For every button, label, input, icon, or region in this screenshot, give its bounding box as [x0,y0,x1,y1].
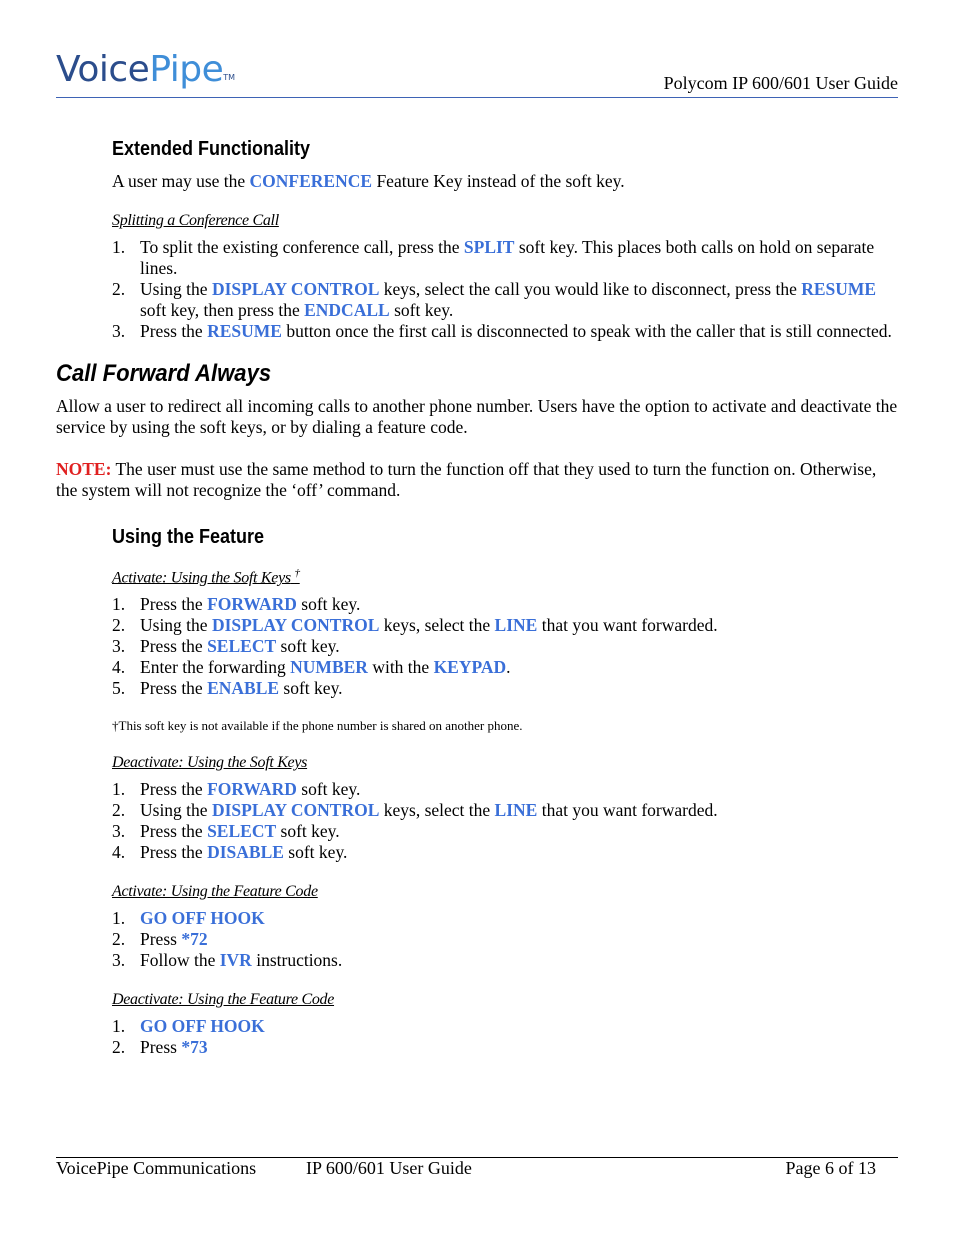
voicepipe-logo [56,48,235,92]
header-rule [56,97,898,98]
page-content [56,133,898,1058]
footer-page-number: Page 6 of 13 [785,1158,876,1178]
footer-company: VoicePipe Communications [56,1158,257,1178]
list-item: 2. Using the DISPLAY CONTROL keys, select the LINE that you want forwarded. [112,615,718,636]
cfa-note: NOTE: The user must use the same method to turn the function off that they used to turn the function on. Otherwise, the system will not recognize the ‘off’ command. [56,459,877,500]
list-item: 3. Press the SELECT soft key. [112,636,340,657]
footer-guide: IP 600/601 User Guide [306,1158,472,1178]
deactivate-soft-keys-steps [112,779,898,863]
extended-functionality-heading: Extended Functionality [112,138,311,160]
list-item: 2. Using the DISPLAY CONTROL keys, select the LINE that you want forwarded. [112,800,718,821]
conference-keyword: CONFERENCE [249,171,373,191]
cfa-description: Allow a user to redirect all incoming calls to another phone number. Users have the option to activate and deactivate the service by using the soft keys, or by dialing a feature code. [56,396,898,437]
list-item: 3. Press the SELECT soft key. [112,821,340,842]
deactivate-soft-keys-caption: Deactivate: Using the Soft Keys [112,754,308,772]
list-item: 2. Using the DISPLAY CONTROL keys, select the call you would like to disconnect, press the RESUME soft key, then press the ENDCALL soft key. [112,279,877,320]
activate-soft-keys-caption: Activate: Using the Soft Keys † [112,567,300,587]
list-item: 3. Press the RESUME button once the first call is disconnected to speak with the caller that is still connected. [112,321,892,341]
logo-voice: Voice [56,49,150,90]
list-item: 5. Press the ENABLE soft key. [112,678,343,699]
list-item: 1. GO OFF HOOK [112,908,265,929]
list-item: 1. Press the FORWARD soft key. [112,594,361,615]
activate-feature-code-steps [112,908,898,971]
header-title: Polycom IP 600/601 User Guide [663,73,898,93]
splitting-caption: Splitting a Conference Call [112,212,279,229]
list-item: 2. Press *73 [112,1037,208,1058]
list-item: 2. Press *72 [112,929,208,950]
activate-soft-keys-steps [112,594,898,699]
logo-pipe: Pipe [149,49,224,90]
deactivate-feature-code-caption: Deactivate: Using the Feature Code [112,991,335,1009]
logo-trademark: TM [223,73,236,82]
deactivate-feature-code-steps [112,1016,898,1058]
splitting-steps [112,237,898,342]
list-item: 4. Enter the forwarding NUMBER with the KEYPAD. [112,657,511,678]
list-item: 4. Press the DISABLE soft key. [112,842,348,863]
soft-key-footnote: †This soft key is not available if the phone number is shared on another phone. [112,718,523,734]
dagger-mark: † [294,567,300,579]
note-label: NOTE: [56,459,112,479]
list-item: 3. Follow the IVR instructions. [112,950,343,971]
list-item: 1. To split the existing conference call, press the SPLIT soft key. This places both calls on hold on separate lines. [112,237,875,278]
list-item: 1. GO OFF HOOK [112,1016,265,1037]
using-the-feature-heading: Using the Feature [112,526,265,548]
call-forward-always-heading: Call Forward Always [56,360,272,387]
extended-intro: A user may use the CONFERENCE Feature Key instead of the soft key. [112,171,625,191]
activate-feature-code-caption: Activate: Using the Feature Code [112,883,318,901]
list-item: 1. Press the FORWARD soft key. [112,779,361,800]
